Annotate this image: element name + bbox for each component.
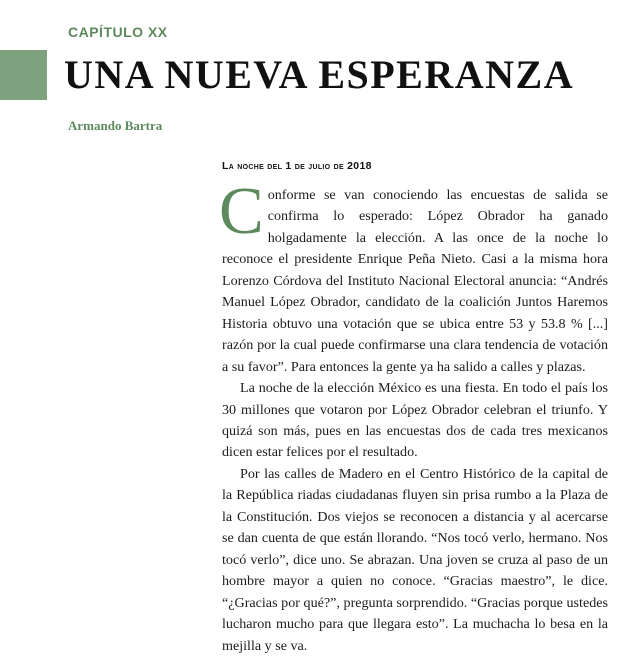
paragraph-2: La noche de la elección México es una fiesta. En todo el país los 30 millones que votaron por López Obrador celebran el triunfo. Y quizá son más, pues en las encuestas dos de cada tres mexicanos dicen estar felices por el resultado. — [222, 380, 608, 461]
body-text — [219, 174, 608, 657]
chapter-title: UNA NUEVA ESPERANZA — [64, 52, 575, 97]
paragraph-1 — [219, 174, 608, 378]
section-heading: La noche del 1 de julio de 2018 — [222, 160, 372, 172]
drop-cap: C — [219, 174, 264, 248]
title-accent-bar — [0, 50, 47, 100]
paragraph-3: Por las calles de Madero en el Centro Histórico de la capital de la República riadas ciudadanas fluyen sin prisa rumbo a la Plaza de la Constitución. Dos viejos se reconocen a distancia y al acercarse se dan cuenta de que están llorando. “Nos tocó verlo, hermano. Nos tocó verlo”, dice uno. Se abrazan. Una joven se cruza al paso de un hombre mayor a quien no conoce. “Gracias maestro”, le dice. “¿Gracias por qué?”, pregunta sorprendido. “Gracias porque ustedes lucharon mucho para que llegara esto”. La muchacha lo besa en la mejilla y se va. — [222, 465, 608, 654]
author-name: Armando Bartra — [68, 118, 163, 133]
paragraph-1-text: onforme se van conociendo las encuestas de salida se confirma lo esperado: López Obrador ha ganado holgadamente la elección. A las once de la noche lo reconoce el presidente Enrique Peña Nieto. Casi a la misma hora Lorenzo Córdova del Instituto Nacional Electoral anuncia: “Andrés Manuel López Obrador, candidato de la coalición Juntos Haremos Historia obtuvo una votación que se ubica entre 53 y 53.8 % [...] razón por la cual puede confirmarse una clara tendencia de votación a su favor”. Para entonces la gente ya ha salido a calles y plazas. — [222, 187, 608, 375]
chapter-label: CAPÍTULO XX — [68, 24, 168, 40]
